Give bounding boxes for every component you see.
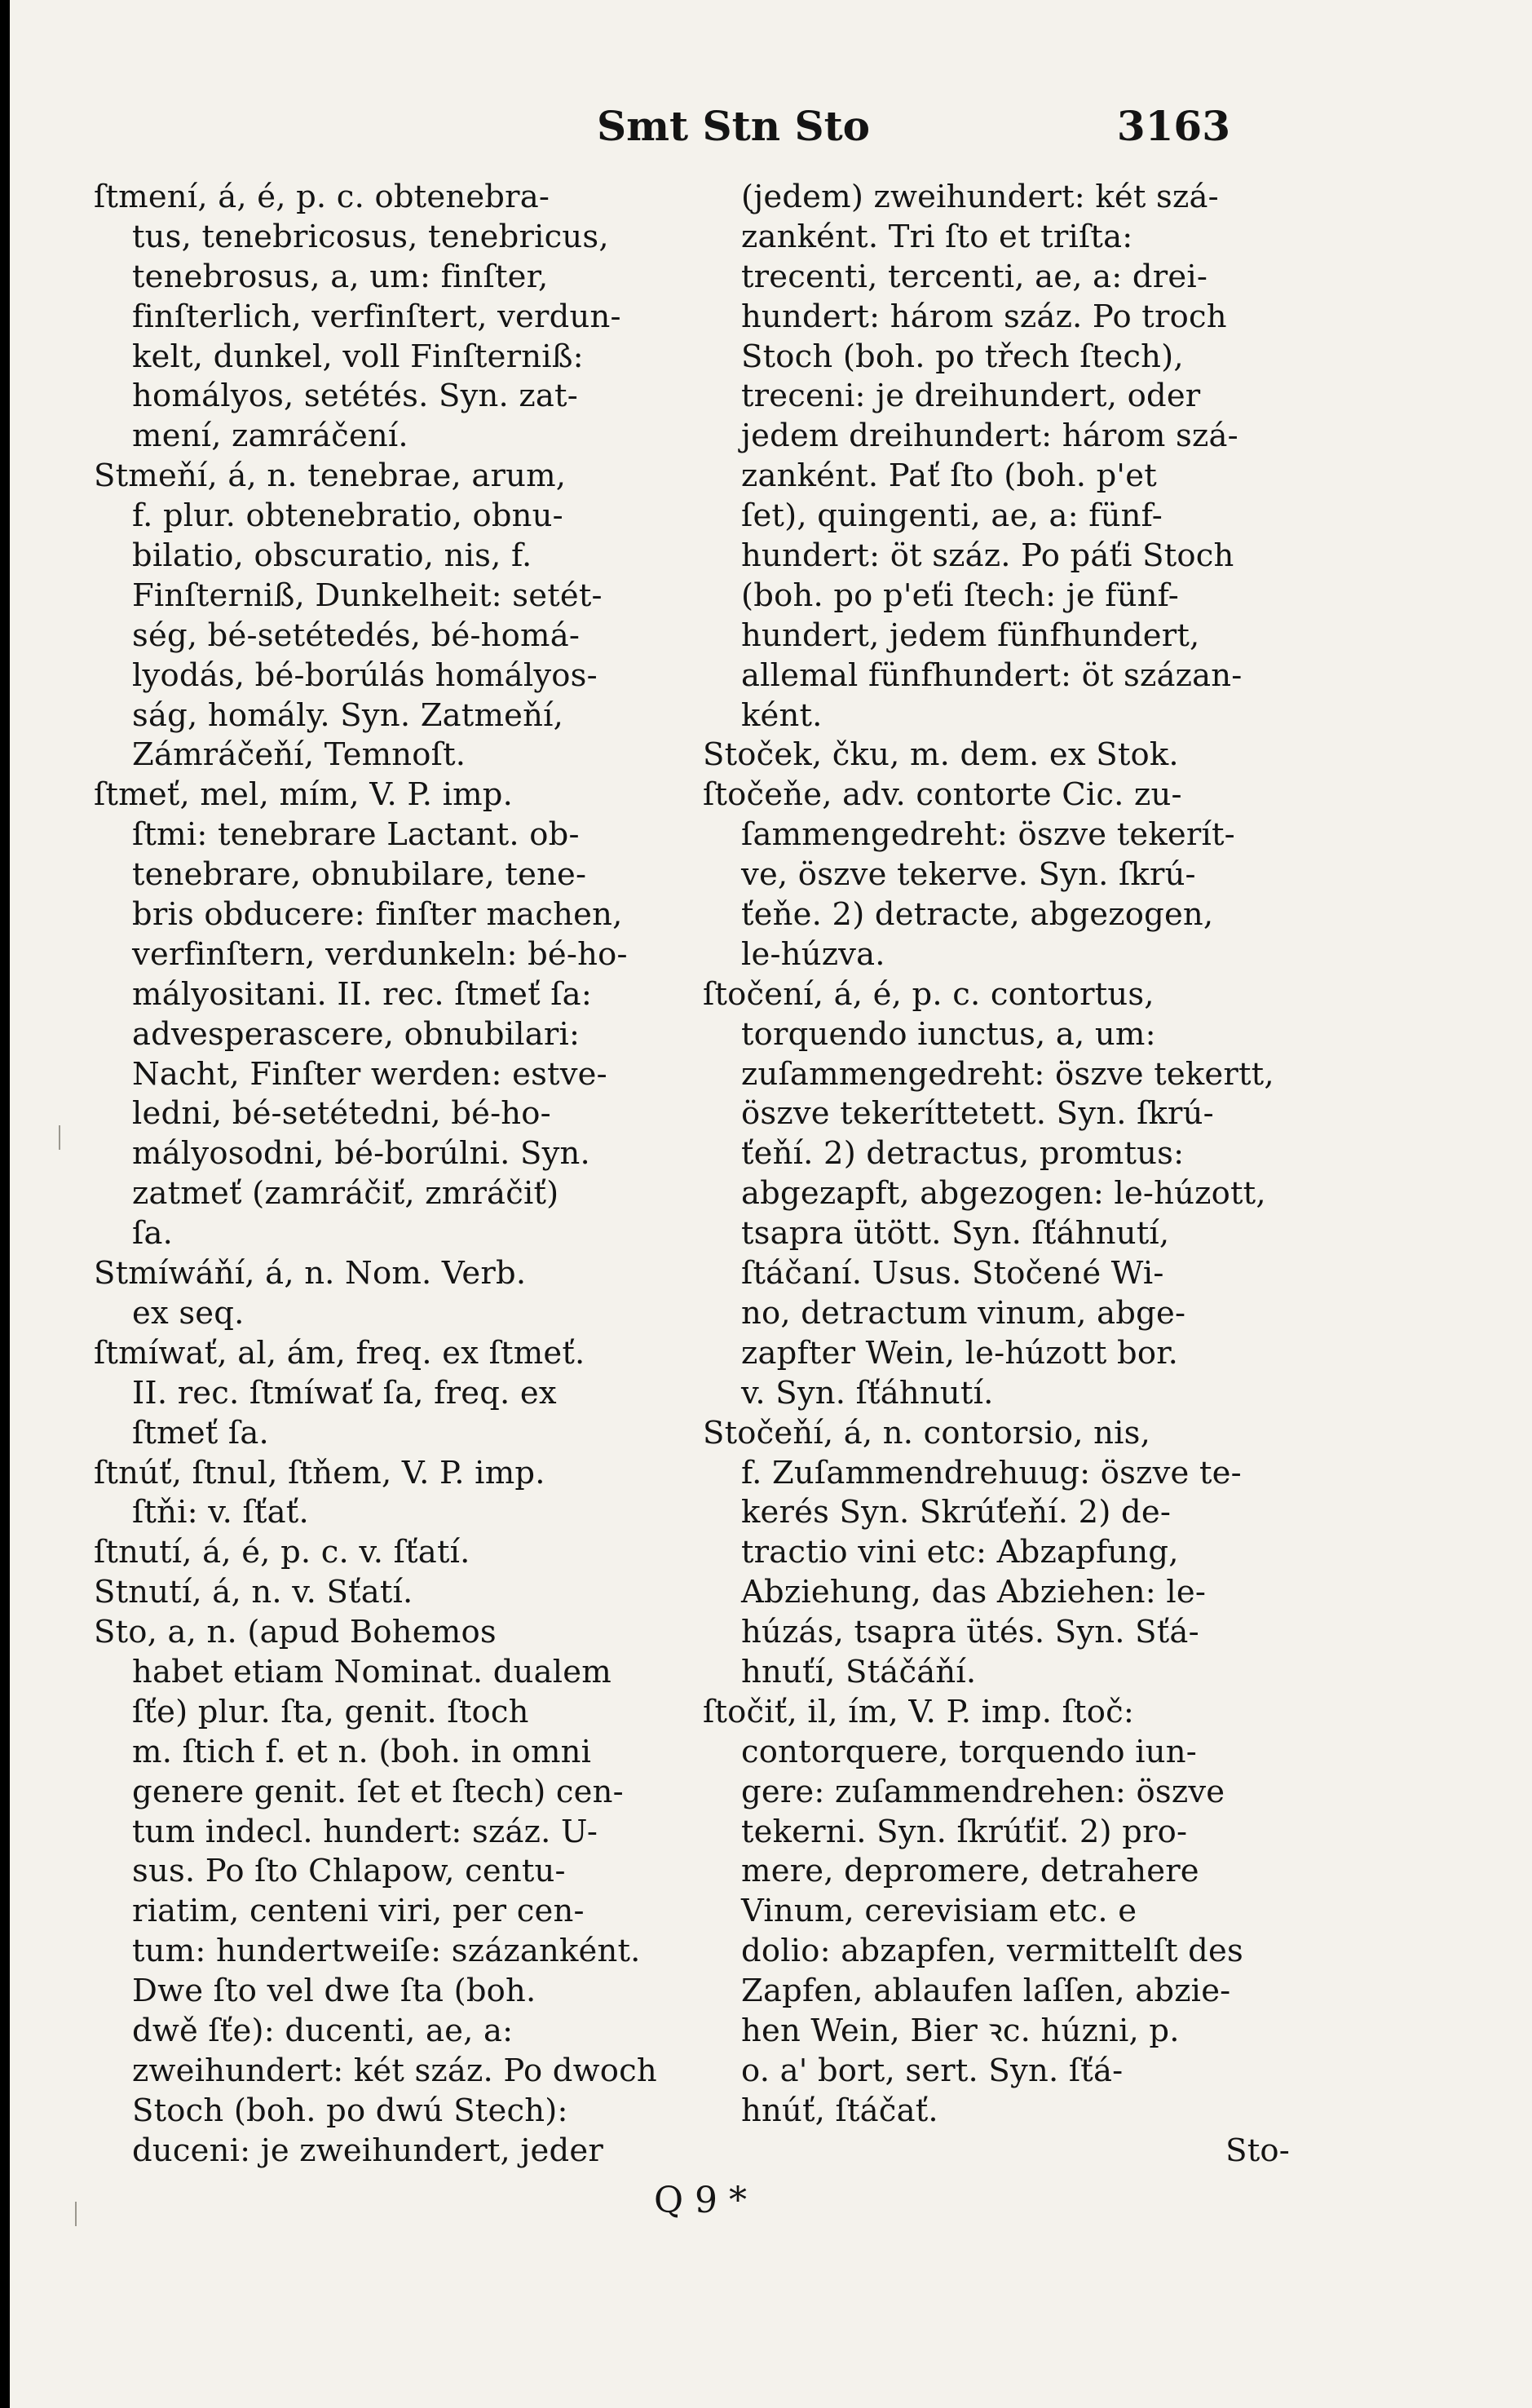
left-edge-mark [75, 2202, 77, 2226]
text-line: tum: hundertweiſe: százanként. [132, 1933, 641, 1970]
text-line: torquendo iunctus, a, um: [741, 1015, 1156, 1053]
text-line: hundert, jedem fünfhundert, [741, 616, 1200, 654]
text-line: hundert: öt száz. Po páťi Stoch [741, 537, 1234, 575]
text-line: habet etiam Nominat. dualem [132, 1653, 611, 1690]
text-line: Sto- [1225, 2132, 1290, 2169]
text-line: hnuťí, Stáčáňí. [741, 1653, 977, 1690]
header-guide-words: Smt Stn Sto [597, 102, 871, 150]
text-line: gere: zuſammendrehen: öszve [741, 1773, 1225, 1810]
text-line: Sto, a, n. (apud Bohemos [94, 1614, 497, 1651]
text-line: ſtnúť, ſtnul, ſtňem, V. P. imp. [94, 1454, 545, 1491]
dictionary-page [10, 0, 1532, 2408]
text-line: tenebrare, obnubilare, tene- [132, 856, 587, 894]
text-line: ťeňí. 2) detractus, promtus: [741, 1135, 1185, 1173]
text-line: Abziehung, das Abziehen: le- [741, 1574, 1207, 1611]
text-line: Dwe ſto vel dwe ſta (boh. [132, 1973, 536, 2010]
text-line: dwě ſťe): ducenti, ae, a: [132, 2012, 514, 2049]
text-line: ledni, bé-setétedni, bé-ho- [132, 1095, 551, 1133]
text-line: (jedem) zweihundert: két szá- [741, 179, 1219, 215]
text-line: kelt, dunkel, voll Finſterniß: [132, 338, 584, 375]
text-line: Finſterniß, Dunkelheit: setét- [132, 577, 603, 614]
text-line: Stnutí, á, n. v. Sťatí. [94, 1574, 413, 1611]
text-line: húzás, tsapra ütés. Syn. Sťá- [741, 1614, 1199, 1651]
text-line: ség, bé-setétedés, bé-homá- [132, 616, 581, 654]
text-line: zapfter Wein, le-húzott bor. [741, 1334, 1179, 1372]
text-line: contorquere, torquendo iun- [741, 1733, 1197, 1770]
text-line: öszve tekeríttetett. Syn. ſkrú- [741, 1095, 1214, 1133]
text-line: genere genit. ſet et ſtech) cen- [132, 1773, 624, 1810]
text-line: Vinum, cerevisiam etc. e [741, 1893, 1137, 1930]
text-line: ve, öszve tekerve. Syn. ſkrú- [741, 856, 1196, 894]
text-line: Nacht, Finſter werden: estve- [132, 1055, 607, 1093]
text-line: ſtočiť, il, ím, V. P. imp. ſtoč: [703, 1693, 1135, 1730]
text-line: ſammengedreht: öszve tekerít- [741, 816, 1235, 854]
text-line: mályositani. II. rec. ſtmeť ſa: [132, 975, 592, 1013]
text-line: advesperascere, obnubilari: [132, 1015, 581, 1053]
text-line: ſtmíwať, al, ám, freq. ex ſtmeť. [94, 1334, 585, 1372]
text-line: ſtmi: tenebrare Lactant. ob- [132, 816, 580, 854]
text-line: ság, homály. Syn. Zatmeňí, [132, 696, 564, 734]
right-column [703, 178, 1290, 2172]
text-line: ſtňi: v. ſťať. [132, 1494, 309, 1531]
text-line: riatim, centeni viri, per cen- [132, 1893, 585, 1930]
text-line: hen Wein, Bier ꝛc. húzni, p. [741, 2012, 1180, 2049]
text-line: mere, depromere, detrahere [741, 1853, 1199, 1890]
text-line: allemal fünfhundert: öt százan- [741, 656, 1243, 694]
text-line: tum indecl. hundert: száz. U- [132, 1813, 598, 1850]
text-line: jedem dreihundert: három szá- [741, 418, 1238, 455]
text-line: abgezapft, abgezogen: le-húzott, [741, 1175, 1266, 1213]
text-line: homályos, setétés. Syn. zat- [132, 378, 578, 415]
text-line: tsapra ütött. Syn. ſťáhnutí, [741, 1215, 1170, 1253]
page-number: 3163 [1116, 102, 1230, 150]
text-line: zanként. Tri ſto et triſta: [741, 218, 1133, 255]
text-line: tus, tenebricosus, tenebricus, [132, 218, 609, 255]
text-line: ſtáčaní. Usus. Stočené Wi- [741, 1255, 1164, 1292]
text-line: Stoch (boh. po třech ſtech), [741, 338, 1184, 375]
text-line: ſtmeť, mel, mím, V. P. imp. [94, 776, 514, 814]
left-edge-mark [59, 1125, 60, 1150]
text-line: ťeňe. 2) detracte, abgezogen, [741, 896, 1214, 934]
text-line: ſtmení, á, é, p. c. obtenebra- [94, 179, 550, 215]
text-line: Zapfen, ablaufen laſſen, abzie- [741, 1973, 1231, 2010]
text-line: v. Syn. ſťáhnutí. [741, 1374, 994, 1412]
text-line: tekerni. Syn. ſkrúťiť. 2) pro- [741, 1813, 1188, 1850]
text-line: mályosodni, bé-borúlni. Syn. [132, 1135, 590, 1173]
text-line: f. Zuſammendrehuug: öszve te- [741, 1454, 1242, 1491]
text-line: o. a' bort, sert. Syn. ſťá- [741, 2052, 1124, 2089]
text-line: m. ſtich f. et n. (boh. in omni [132, 1733, 592, 1770]
text-line: kerés Syn. Skrúťeňí. 2) de- [741, 1494, 1172, 1531]
text-line: zanként. Pať ſto (boh. p'et [741, 457, 1157, 495]
text-line: bris obducere: finſter machen, [132, 896, 623, 934]
text-line: le-húzva. [741, 935, 885, 973]
text-line: tenebrosus, a, um: finſter, [132, 258, 549, 295]
text-line: bilatio, obscuratio, nis, f. [132, 537, 532, 575]
text-line: f. plur. obtenebratio, obnu- [132, 497, 563, 535]
text-line: (boh. po p'eťi ſtech: je fünf- [741, 577, 1179, 614]
text-line: trecenti, tercenti, ae, a: drei- [741, 258, 1208, 295]
text-line: dolio: abzapfen, vermittelſt des [741, 1933, 1243, 1970]
text-line: Zámráčeňí, Temnoſt. [132, 736, 466, 774]
text-line: zweihundert: két száz. Po dwoch [132, 2052, 657, 2089]
text-line: zuſammengedreht: öszve tekertt, [741, 1055, 1274, 1093]
text-line: ex seq. [132, 1294, 245, 1332]
text-line: ſtočení, á, é, p. c. contortus, [703, 975, 1155, 1013]
text-line: tractio vini etc: Abzapfung, [741, 1534, 1179, 1571]
text-line: ſa. [132, 1215, 174, 1253]
text-line: Stoček, čku, m. dem. ex Stok. [703, 736, 1179, 774]
text-line: no, detractum vinum, abge- [741, 1294, 1186, 1332]
text-line: Stočeňí, á, n. contorsio, nis, [703, 1414, 1151, 1451]
text-line: II. rec. ſtmíwať ſa, freq. ex [132, 1374, 557, 1412]
printer-signature-mark: Q 9 * [654, 2180, 748, 2221]
text-line: ſtočeňe, adv. contorte Cic. zu- [703, 776, 1182, 814]
text-line: mení, zamráčení. [132, 418, 408, 455]
text-line: treceni: je dreihundert, oder [741, 378, 1201, 415]
text-line: Stmíwáňí, á, n. Nom. Verb. [94, 1255, 527, 1292]
text-line: verfinſtern, verdunkeln: bé-ho- [132, 935, 628, 973]
text-line: Stoch (boh. po dwú Stech): [132, 2092, 568, 2129]
text-line: hnúť, ſtáčať. [741, 2092, 938, 2129]
text-line: hundert: három száz. Po troch [741, 298, 1227, 335]
text-line: ként. [741, 696, 823, 734]
text-line: lyodás, bé-borúlás homályos- [132, 656, 598, 694]
text-line: ſtnutí, á, é, p. c. v. ſťatí. [94, 1534, 470, 1571]
left-column [94, 178, 681, 2172]
page-header [10, 90, 1532, 163]
text-line: ſtmeť ſa. [132, 1414, 269, 1451]
text-line: Stmeňí, á, n. tenebrae, arum, [94, 457, 567, 495]
text-line: finſterlich, verfinſtert, verdun- [132, 298, 621, 335]
text-line: sus. Po ſto Chlapow, centu- [132, 1853, 566, 1890]
text-line: ſťe) plur. ſta, genit. ſtoch [132, 1693, 529, 1730]
text-line: ſet), quingenti, ae, a: fünf- [741, 497, 1163, 535]
text-line: duceni: je zweihundert, jeder [132, 2132, 603, 2169]
text-line: zatmeť (zamráčiť, zmráčiť) [132, 1175, 559, 1213]
